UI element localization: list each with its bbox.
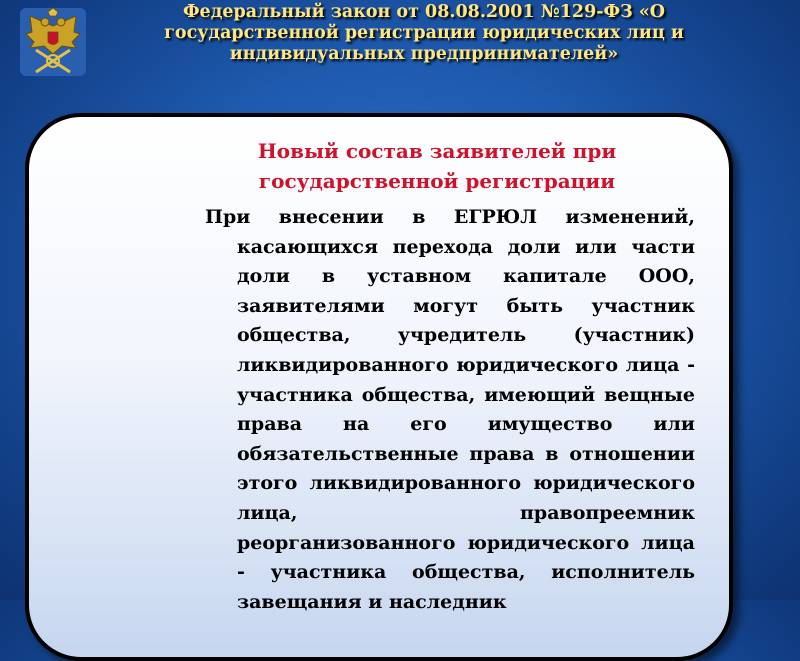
card-subtitle: Новый состав заявителей при государственной регистрации [257, 139, 617, 193]
paragraph-rest: касающихся перехода доли или части доли в уставном капитале ООО, заявителями могут быть участник общества, учредитель (участник) ликвидированного юридического лица - участника общества, имеющий вещные права на его имущество или обязательственные права в отношении этого ликвидированного юридического лица, правопреемник реорганизованного юридического лица - участника общества, исполнитель завещания и наследник [237, 235, 695, 613]
card-paragraph [205, 203, 695, 617]
slide-title: Федеральный закон от 08.08.2001 №129-ФЗ «О государственной регистрации юридических лиц и индивидуальных предпринимателей» [164, 2, 684, 64]
paragraph-first-line: При внесении в ЕГРЮЛ изменений, [205, 206, 695, 228]
coat-of-arms-icon [18, 6, 88, 78]
